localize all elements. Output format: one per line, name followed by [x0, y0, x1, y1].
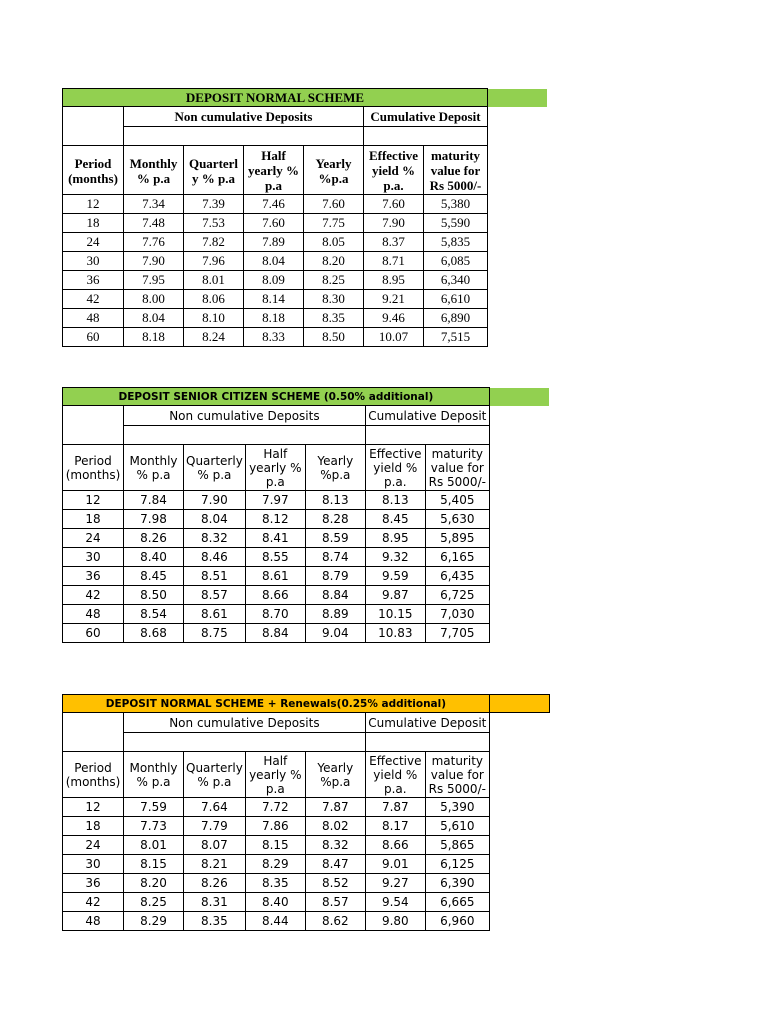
table-cell: 8.52 — [305, 874, 365, 893]
col-header-yearly: Yearly %p.a — [305, 752, 365, 798]
table-row — [63, 817, 550, 836]
col-header-maturity-value: maturity value for Rs 5000/- — [425, 445, 489, 491]
table-cell: 8.32 — [184, 529, 246, 548]
table-cell: 8.07 — [184, 836, 246, 855]
table-cell: 8.44 — [245, 912, 305, 931]
table-cell: 9.59 — [365, 567, 425, 586]
table-cell: 8.45 — [124, 567, 184, 586]
table-cell: 7.73 — [124, 817, 184, 836]
table-cell: 8.61 — [245, 567, 305, 586]
table-cell: 8.02 — [305, 817, 365, 836]
table-row — [63, 195, 548, 214]
table-cell: 8.31 — [184, 893, 246, 912]
table-cell: 8.25 — [124, 893, 184, 912]
col-header-maturity-value: maturity value for Rs 5000/- — [425, 752, 489, 798]
col-header-monthly: Monthly % p.a — [124, 146, 184, 195]
table-row — [63, 912, 550, 931]
col-header-period: Period (months) — [63, 445, 124, 491]
col-header-effective-yield: Effective yield % p.a. — [364, 146, 424, 195]
table-cell: 8.35 — [184, 912, 246, 931]
blank-cell — [124, 127, 364, 146]
table-cell: 30 — [63, 855, 124, 874]
col-header-yearly: Yearly %p.a — [304, 146, 364, 195]
header-spacer — [63, 713, 124, 733]
table-cell: 36 — [63, 874, 124, 893]
table-cell: 7.84 — [124, 491, 184, 510]
col-header-maturity-value: maturity value for Rs 5000/- — [424, 146, 488, 195]
table-cell: 8.55 — [245, 548, 305, 567]
table-row — [63, 893, 550, 912]
table-cell: 8.57 — [305, 893, 365, 912]
table-cell: 8.05 — [304, 233, 364, 252]
table-row — [63, 214, 548, 233]
table-cell: 8.89 — [305, 605, 365, 624]
table-cell: 7.79 — [184, 817, 246, 836]
table-cell: 7.90 — [124, 252, 184, 271]
col-header-quarterly: Quarterl y % p.a — [184, 146, 244, 195]
table-cell: 8.25 — [304, 271, 364, 290]
table-cell: 7.46 — [244, 195, 304, 214]
table-cell: 5,610 — [425, 817, 489, 836]
table-cell: 9.27 — [365, 874, 425, 893]
table-cell: 5,590 — [424, 214, 488, 233]
table-cell: 8.04 — [124, 309, 184, 328]
table-cell: 9.46 — [364, 309, 424, 328]
table-cell: 7.97 — [245, 491, 305, 510]
table-cell: 8.06 — [184, 290, 244, 309]
table-cell: 8.26 — [124, 529, 184, 548]
table-cell: 9.04 — [305, 624, 365, 643]
table-cell: 18 — [63, 510, 124, 529]
table-cell: 7.82 — [184, 233, 244, 252]
table-row — [63, 855, 550, 874]
group-header-noncumulative: Non cumulative Deposits — [124, 406, 366, 426]
table-cell: 60 — [63, 328, 124, 347]
table-cell: 30 — [63, 548, 124, 567]
table-cell: 9.54 — [365, 893, 425, 912]
table-cell: 8.54 — [124, 605, 184, 624]
header-spacer — [63, 107, 124, 127]
table-cell: 12 — [63, 798, 124, 817]
blank-cell — [364, 127, 488, 146]
table-cell: 8.59 — [305, 529, 365, 548]
table-cell: 6,610 — [424, 290, 488, 309]
table-cell: 8.40 — [245, 893, 305, 912]
table-cell: 8.45 — [365, 510, 425, 529]
table-cell: 9.01 — [365, 855, 425, 874]
table-cell: 9.87 — [365, 586, 425, 605]
table-cell: 10.07 — [364, 328, 424, 347]
col-header-half-yearly: Half yearly % p.a — [245, 752, 305, 798]
group-header-noncumulative: Non cumulative Deposits — [124, 713, 366, 733]
table-cell: 8.68 — [124, 624, 184, 643]
table-cell: 36 — [63, 271, 124, 290]
table-cell: 8.47 — [305, 855, 365, 874]
table-row — [63, 510, 550, 529]
table-cell: 6,725 — [425, 586, 489, 605]
table-cell: 6,340 — [424, 271, 488, 290]
table-cell: 9.80 — [365, 912, 425, 931]
table-cell: 7.96 — [184, 252, 244, 271]
table-cell: 7.48 — [124, 214, 184, 233]
table-cell: 8.61 — [184, 605, 246, 624]
table-cell: 8.17 — [365, 817, 425, 836]
table-cell: 8.35 — [304, 309, 364, 328]
table-cell: 8.13 — [365, 491, 425, 510]
table-cell: 7,515 — [424, 328, 488, 347]
table-cell: 8.33 — [244, 328, 304, 347]
normal-scheme-table — [62, 88, 548, 347]
table-cell: 24 — [63, 836, 124, 855]
table-cell: 42 — [63, 893, 124, 912]
col-header-half-yearly: Half yearly % p.a — [245, 445, 305, 491]
table-cell: 8.84 — [305, 586, 365, 605]
table-cell: 8.20 — [124, 874, 184, 893]
table-cell: 7.90 — [184, 491, 246, 510]
table-title: DEPOSIT NORMAL SCHEME + Renewals(0.25% additional) — [63, 695, 490, 713]
table-cell: 7,705 — [425, 624, 489, 643]
table-row — [63, 252, 548, 271]
table-cell: 12 — [63, 491, 124, 510]
table-cell: 7.89 — [244, 233, 304, 252]
table-cell: 7.72 — [245, 798, 305, 817]
table-cell: 6,165 — [425, 548, 489, 567]
table-cell: 5,405 — [425, 491, 489, 510]
table-cell: 7.75 — [304, 214, 364, 233]
table-cell: 60 — [63, 624, 124, 643]
table-cell: 7.64 — [184, 798, 246, 817]
table-row — [63, 798, 550, 817]
table-title: DEPOSIT SENIOR CITIZEN SCHEME (0.50% additional) — [63, 388, 490, 406]
table-row — [63, 567, 550, 586]
table-row — [63, 548, 550, 567]
table-row — [63, 271, 548, 290]
table-cell: 7.76 — [124, 233, 184, 252]
table-cell: 7.87 — [365, 798, 425, 817]
table-cell: 9.32 — [365, 548, 425, 567]
table-row — [63, 290, 548, 309]
table-cell: 7.90 — [364, 214, 424, 233]
table-cell: 9.21 — [364, 290, 424, 309]
col-header-half-yearly: Half yearly % p.a — [244, 146, 304, 195]
table-cell: 8.66 — [365, 836, 425, 855]
table-cell: 8.15 — [245, 836, 305, 855]
table-cell: 8.32 — [305, 836, 365, 855]
col-header-quarterly: Quarterly % p.a — [184, 445, 246, 491]
group-header-cumulative: Cumulative Deposit — [365, 713, 489, 733]
table-cell: 24 — [63, 233, 124, 252]
col-header-monthly: Monthly % p.a — [124, 752, 184, 798]
table-cell: 8.70 — [245, 605, 305, 624]
table-cell: 8.74 — [305, 548, 365, 567]
table-cell: 5,380 — [424, 195, 488, 214]
blank-cell — [124, 733, 366, 752]
table-cell: 8.00 — [124, 290, 184, 309]
title-bar-extension — [488, 89, 548, 107]
table-cell: 7.60 — [244, 214, 304, 233]
table-cell: 8.01 — [184, 271, 244, 290]
table-cell: 8.01 — [124, 836, 184, 855]
table-cell: 24 — [63, 529, 124, 548]
blank-cell — [124, 426, 366, 445]
table-cell: 8.09 — [244, 271, 304, 290]
table-cell: 8.04 — [184, 510, 246, 529]
table-cell: 8.20 — [304, 252, 364, 271]
table-cell: 7.60 — [364, 195, 424, 214]
table-cell: 10.83 — [365, 624, 425, 643]
table-cell: 36 — [63, 567, 124, 586]
table-cell: 8.37 — [364, 233, 424, 252]
group-header-cumulative: Cumulative Deposit — [364, 107, 488, 127]
table-cell: 8.21 — [184, 855, 246, 874]
table-cell: 8.10 — [184, 309, 244, 328]
table-cell: 8.28 — [305, 510, 365, 529]
group-header-noncumulative: Non cumulative Deposits — [124, 107, 364, 127]
table-cell: 8.95 — [364, 271, 424, 290]
col-header-monthly: Monthly % p.a — [124, 445, 184, 491]
table-cell: 8.84 — [245, 624, 305, 643]
table-cell: 8.14 — [244, 290, 304, 309]
table-cell: 42 — [63, 290, 124, 309]
table-cell: 8.41 — [245, 529, 305, 548]
table-cell: 8.24 — [184, 328, 244, 347]
table-cell: 6,085 — [424, 252, 488, 271]
table-cell: 8.26 — [184, 874, 246, 893]
blank-cell — [365, 426, 489, 445]
table-cell: 8.50 — [124, 586, 184, 605]
col-header-period: Period (months) — [63, 146, 124, 195]
table-cell: 6,125 — [425, 855, 489, 874]
table-cell: 8.66 — [245, 586, 305, 605]
table-cell: 7,030 — [425, 605, 489, 624]
table-cell: 8.95 — [365, 529, 425, 548]
table-cell: 7.53 — [184, 214, 244, 233]
table-cell: 6,435 — [425, 567, 489, 586]
table-cell: 10.15 — [365, 605, 425, 624]
senior-citizen-scheme-table — [62, 387, 550, 643]
table-cell: 8.12 — [245, 510, 305, 529]
table-cell: 8.35 — [245, 874, 305, 893]
col-header-quarterly: Quarterly % p.a — [184, 752, 246, 798]
table-cell: 48 — [63, 309, 124, 328]
table-cell: 6,960 — [425, 912, 489, 931]
table-cell: 30 — [63, 252, 124, 271]
header-spacer — [63, 406, 124, 426]
table-cell: 6,665 — [425, 893, 489, 912]
table-row — [63, 624, 550, 643]
table-cell: 7.86 — [245, 817, 305, 836]
table-cell: 8.46 — [184, 548, 246, 567]
table-cell: 8.04 — [244, 252, 304, 271]
table-row — [63, 491, 550, 510]
table-cell: 18 — [63, 214, 124, 233]
table-cell: 8.75 — [184, 624, 246, 643]
table-cell: 7.95 — [124, 271, 184, 290]
blank-cell — [365, 733, 489, 752]
group-header-cumulative: Cumulative Deposit — [365, 406, 489, 426]
table-cell: 12 — [63, 195, 124, 214]
table-row — [63, 605, 550, 624]
table-cell: 7.39 — [184, 195, 244, 214]
table-cell: 5,895 — [425, 529, 489, 548]
table-cell: 8.18 — [124, 328, 184, 347]
table-cell: 7.87 — [305, 798, 365, 817]
table-cell: 8.50 — [304, 328, 364, 347]
table-row — [63, 586, 550, 605]
table-row — [63, 836, 550, 855]
title-bar-extension — [489, 388, 549, 406]
col-header-effective-yield: Effective yield % p.a. — [365, 752, 425, 798]
table-cell: 5,630 — [425, 510, 489, 529]
table-cell: 5,865 — [425, 836, 489, 855]
table-cell: 6,390 — [425, 874, 489, 893]
table-row — [63, 309, 548, 328]
table-cell: 7.98 — [124, 510, 184, 529]
table-cell: 6,890 — [424, 309, 488, 328]
table-cell: 8.79 — [305, 567, 365, 586]
table-cell: 5,390 — [425, 798, 489, 817]
table-cell: 8.29 — [124, 912, 184, 931]
table-row — [63, 529, 550, 548]
col-header-period: Period (months) — [63, 752, 124, 798]
table-cell: 8.51 — [184, 567, 246, 586]
table-cell: 48 — [63, 605, 124, 624]
table-cell: 42 — [63, 586, 124, 605]
table-cell: 8.57 — [184, 586, 246, 605]
table-cell: 8.30 — [304, 290, 364, 309]
table-cell: 7.34 — [124, 195, 184, 214]
table-cell: 8.71 — [364, 252, 424, 271]
table-cell: 8.13 — [305, 491, 365, 510]
title-bar-extension — [489, 695, 549, 713]
col-header-yearly: Yearly %p.a — [305, 445, 365, 491]
table-cell: 8.29 — [245, 855, 305, 874]
renewals-scheme-table — [62, 694, 550, 931]
table-cell: 8.62 — [305, 912, 365, 931]
table-cell: 8.40 — [124, 548, 184, 567]
table-cell: 8.18 — [244, 309, 304, 328]
table-row — [63, 233, 548, 252]
table-cell: 5,835 — [424, 233, 488, 252]
table-cell: 48 — [63, 912, 124, 931]
table-row — [63, 874, 550, 893]
table-cell: 18 — [63, 817, 124, 836]
col-header-effective-yield: Effective yield % p.a. — [365, 445, 425, 491]
table-cell: 7.60 — [304, 195, 364, 214]
table-title: DEPOSIT NORMAL SCHEME — [63, 89, 488, 107]
table-cell: 8.15 — [124, 855, 184, 874]
table-row — [63, 328, 548, 347]
table-cell: 7.59 — [124, 798, 184, 817]
